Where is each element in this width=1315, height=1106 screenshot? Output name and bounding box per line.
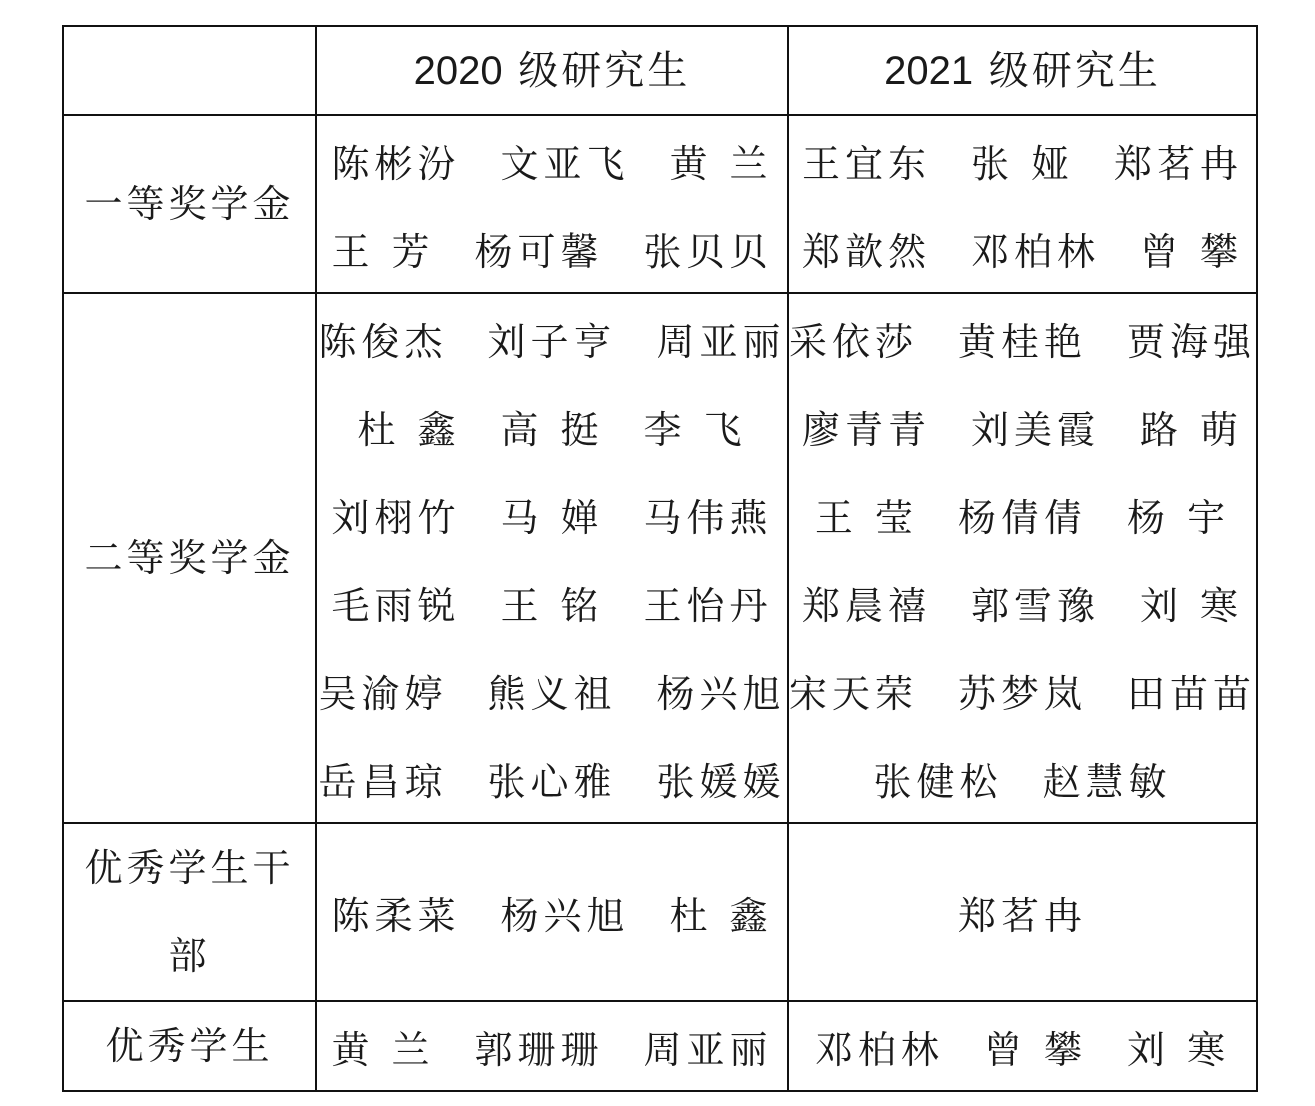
student-name: 王宜东 (801, 141, 931, 186)
student-name: 熊义祖 (487, 671, 617, 716)
student-name: 杨兴旭 (500, 893, 630, 938)
student-name: 郑茗冉 (957, 893, 1087, 938)
outstanding-student-2020-cell (316, 1001, 788, 1091)
student-name: 杨 宇 (1127, 495, 1231, 540)
header-2020-label: 2020 级研究生 (413, 47, 691, 94)
student-name: 路 萌 (1139, 407, 1244, 452)
second-prize-label-cell (63, 293, 316, 823)
student-name: 张媛媛 (656, 759, 786, 804)
student-name: 陈俊杰 (318, 319, 448, 364)
first-prize-2020-cell (316, 115, 788, 293)
student-name: 毛雨锐 (331, 583, 461, 628)
student-name: 郑晨禧 (801, 583, 931, 628)
student-name: 郑歆然 (801, 229, 931, 274)
header-row (63, 26, 1257, 115)
student-name: 王 莹 (814, 495, 918, 540)
name-line (789, 1002, 1256, 1090)
second-prize-label: 二等奖学金 (84, 536, 295, 580)
name-list (317, 1002, 787, 1090)
student-name: 王 芳 (331, 229, 435, 274)
name-list (789, 868, 1256, 956)
student-name: 邓柏林 (814, 1027, 944, 1072)
name-list (789, 294, 1256, 822)
header-2021-cell (788, 26, 1257, 115)
student-name: 邓柏林 (970, 229, 1100, 274)
first-prize-row (63, 115, 1257, 293)
student-name: 吴渝婷 (318, 671, 448, 716)
student-name: 刘 寒 (1127, 1027, 1231, 1072)
student-name: 杨倩倩 (957, 495, 1087, 540)
student-name: 赵慧敏 (1042, 759, 1172, 804)
student-name: 曾 攀 (983, 1027, 1087, 1072)
name-line (317, 116, 787, 204)
name-list (789, 116, 1256, 292)
student-name: 马 婵 (500, 495, 604, 540)
name-line (317, 734, 787, 822)
outstanding-student-row (63, 1001, 1257, 1091)
student-name: 杜 鑫 (669, 893, 773, 938)
student-name: 刘子亨 (487, 319, 617, 364)
student-name: 杜 鑫 (357, 407, 461, 452)
header-corner-cell (63, 26, 316, 115)
student-name: 黄 兰 (331, 1027, 435, 1072)
name-line (317, 1002, 787, 1090)
first-prize-2021-cell (788, 115, 1257, 293)
name-list (789, 1002, 1256, 1090)
student-name: 杨兴旭 (656, 671, 786, 716)
student-name: 陈柔菜 (331, 893, 461, 938)
student-name: 郑茗冉 (1114, 141, 1244, 186)
student-name: 周亚丽 (656, 319, 786, 364)
student-name: 张 娅 (970, 141, 1075, 186)
name-line (789, 470, 1256, 558)
name-line (317, 382, 787, 470)
student-name: 张贝贝 (643, 229, 773, 274)
student-name: 黄 兰 (669, 141, 773, 186)
first-prize-label: 一等奖学金 (84, 182, 295, 226)
second-prize-2021-cell (788, 293, 1257, 823)
outstanding-cadre-label-cell (63, 823, 316, 1001)
student-name: 郭珊珊 (474, 1027, 604, 1072)
student-name: 马伟燕 (643, 495, 773, 540)
outstanding-student-2021-cell (788, 1001, 1257, 1091)
student-name: 陈彬汾 (331, 141, 461, 186)
student-name: 苏梦岚 (958, 671, 1088, 716)
name-list (317, 868, 787, 956)
header-2021-label: 2021 级研究生 (884, 47, 1161, 94)
award-list-table (62, 25, 1258, 1092)
student-name: 刘美霞 (970, 407, 1100, 452)
name-line (789, 204, 1256, 292)
student-name: 张心雅 (487, 759, 617, 804)
second-prize-row (63, 293, 1257, 823)
student-name: 王怡丹 (643, 583, 773, 628)
student-name: 郭雪豫 (970, 583, 1100, 628)
name-line (789, 646, 1256, 734)
student-name: 曾 攀 (1139, 229, 1244, 274)
student-name: 刘 寒 (1139, 583, 1244, 628)
name-list (317, 294, 787, 822)
student-name: 黄桂艳 (958, 319, 1088, 364)
student-name: 田苗苗 (1127, 671, 1257, 716)
student-name: 周亚丽 (643, 1027, 773, 1072)
outstanding-student-label: 优秀学生 (105, 1024, 274, 1068)
name-line (317, 868, 787, 956)
outstanding-student-label-cell (63, 1001, 316, 1091)
student-name: 宋天荣 (788, 671, 918, 716)
second-prize-2020-cell (316, 293, 788, 823)
name-list (317, 116, 787, 292)
name-line (789, 558, 1256, 646)
outstanding-cadre-label-line2: 部 (168, 934, 211, 978)
outstanding-cadre-label-line1: 优秀学生干 (84, 846, 295, 890)
name-line (317, 470, 787, 558)
student-name: 高 挺 (500, 407, 604, 452)
student-name: 刘栩竹 (331, 495, 461, 540)
student-name: 廖青青 (801, 407, 931, 452)
student-name: 文亚飞 (500, 141, 630, 186)
outstanding-cadre-2020-cell (316, 823, 788, 1001)
name-line (789, 382, 1256, 470)
student-name: 张健松 (873, 759, 1003, 804)
name-line (317, 294, 787, 382)
student-name: 王 铭 (500, 583, 604, 628)
student-name: 贾海强 (1127, 319, 1257, 364)
student-name: 李 飞 (643, 407, 747, 452)
outstanding-cadre-row (63, 823, 1257, 1001)
name-line (789, 294, 1256, 382)
name-line (789, 116, 1256, 204)
name-line (789, 868, 1256, 956)
student-name: 采依莎 (788, 319, 918, 364)
student-name: 岳昌琼 (318, 759, 448, 804)
header-2020-cell (316, 26, 788, 115)
name-line (317, 204, 787, 292)
name-line (317, 646, 787, 734)
name-line (789, 734, 1256, 822)
name-line (317, 558, 787, 646)
first-prize-label-cell (63, 115, 316, 293)
outstanding-cadre-2021-cell (788, 823, 1257, 1001)
student-name: 杨可馨 (474, 229, 604, 274)
